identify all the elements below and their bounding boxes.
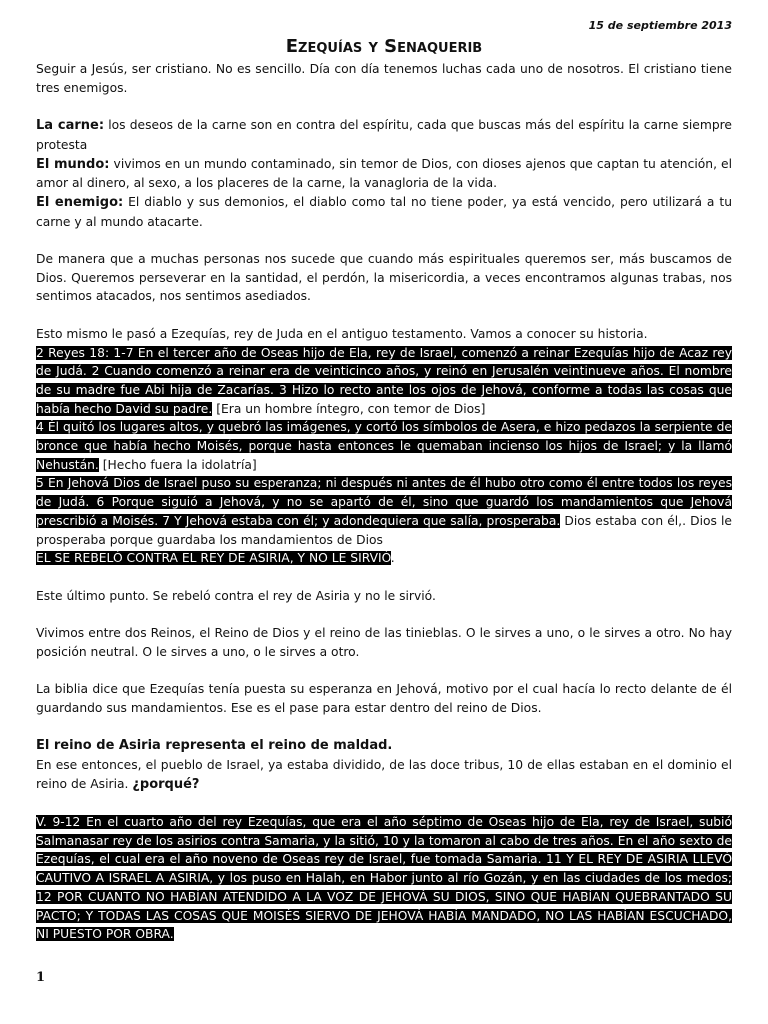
enemy-devil bbox=[36, 193, 732, 231]
enemy-world-text: vivimos en un mundo contaminado, sin temor de Dios, con dioses ajenos que captan tu atención, el amor al dinero, al sexo, a los placeres de la carne, la vanagloria de la vida. bbox=[36, 156, 733, 191]
history-intro: Esto mismo le pasó a Ezequías, rey de Juda en el antiguo testamento. Vamos a conocer su historia. bbox=[36, 326, 648, 341]
page-number: 1 bbox=[36, 970, 46, 985]
verse-block-4 bbox=[36, 418, 732, 474]
asiria-heading bbox=[36, 736, 732, 756]
verse-block-1 bbox=[36, 344, 732, 419]
verse-1-3-highlight: 2 Reyes 18: 1-7 En el tercer año de Oseas hijo de Ela, rey de Israel, comenzó a reinar Ezequías hijo de Acaz rey de Judá. 2 Cuando comenzó a reinar era de veinticinco años, y reinó en Jerusalén veintinueve años. El nombre de su madre fue Abi hija de Zacarías. 3 Hizo lo recto ante los ojos de Jehová, conforme a todas las cosas que había hecho David su padre. bbox=[36, 345, 732, 416]
verse-4-note: [Hecho fuera la idolatría] bbox=[98, 457, 257, 472]
document-date: 15 de septiembre 2013 bbox=[588, 19, 732, 32]
document-title: Ezequías y Senaquerib bbox=[285, 36, 483, 57]
verse-block-9-12 bbox=[36, 813, 732, 944]
intro-paragraph: Seguir a Jesús, ser cristiano. No es sencillo. Día con día tenemos luchas cada uno de nosotros. El cristiano tiene tres enemigos. bbox=[36, 62, 732, 95]
asiria-paragraph bbox=[36, 756, 732, 794]
rebel-highlight: EL SE REBELÓ CONTRA EL REY DE ASIRIA, Y NO LE SIRVIÓ bbox=[36, 551, 391, 566]
enemy-devil-label: El enemigo: bbox=[36, 194, 124, 210]
verse-5-7-note: Dios estaba con él,. Dios le prosperaba porque guardaba los mandamientos de Dios bbox=[36, 513, 732, 547]
rebel-end: . bbox=[390, 551, 395, 566]
verse-1-3-note: [Era un hombre íntegro, con temor de Dios] bbox=[212, 401, 486, 416]
enemy-flesh-text: los deseos de la carne son en contra del espíritu, cada que buscas más del espíritu la carne siempre protesta bbox=[36, 118, 732, 152]
asiria-text: En ese entonces, el pueblo de Israel, ya estaba dividido, de las doce tribus, 10 de ellas estaban en el dominio el reino de Asiria. bbox=[36, 757, 732, 791]
two-kingdoms-paragraph: Vivimos entre dos Reinos, el Reino de Dios y el reino de las tinieblas. O le sirves a uno, o le sirves a otro. No hay posición neutral. O le sirves a uno, o le sirves a otro. bbox=[36, 626, 732, 659]
verse-4-highlight: 4 Él quitó los lugares altos, y quebró las imágenes, y cortó los símbolos de Asera, e hizo pedazos la serpiente de bronce que había hecho Moisés, porque hasta entonces le quemaban incienso los hijos de Israel; y la llamó Nehustán. bbox=[36, 420, 732, 472]
enemy-world bbox=[36, 155, 732, 193]
spiritual-paragraph: De manera que a muchas personas nos sucede que cuando más espirituales queremos ser, más buscamos de Dios. Queremos perseverar en la santidad, el perdón, la misericordia, a veces encontramos algunas trabas, nos sentimos atacados, nos sentimos asediados. bbox=[36, 252, 732, 304]
enemy-flesh-label: La carne: bbox=[36, 118, 105, 134]
last-point-paragraph: Este último punto. Se rebeló contra el rey de Asiria y no le sirvió. bbox=[36, 588, 436, 603]
verse-9-12-highlight: V. 9-12 En el cuarto año del rey Ezequías, que era el año séptimo de Oseas hijo de Ela, rey de Israel, subió Salmanasar rey de los asirios contra Samaria, y la sitió, 10 y la tomaron al cabo de tres años. En el año sexto de Ezequías, el cual era el año noveno de Oseas rey de Israel, fue tomada Samaria. 11 Y EL REY DE ASIRIA LLEVÓ CAUTIVO A ISRAEL A ASIRIA, y los puso en Halah, en Habor junto al río Gozán, y en las ciudades de los medos; 12 POR CUANTO NO HABÍAN ATENDIDO A LA VOZ DE JEHOVÁ SU DIOS, SINO QUE HABÍAN QUEBRANTADO SU PACTO; Y TODAS LAS COSAS QUE MOISÉS SIERVO DE JEHOVÁ HABÍA MANDADO, NO LAS HABÍAN ESCUCHADO, NI PUESTO POR OBRA. bbox=[36, 815, 732, 942]
rebel-line bbox=[36, 549, 732, 568]
document-page bbox=[36, 14, 732, 944]
enemy-flesh bbox=[36, 116, 732, 154]
asiria-question: ¿porqué? bbox=[132, 776, 200, 792]
enemy-devil-text: El diablo y sus demonios, el diablo como tal no tiene poder, ya está vencido, pero utilizará a tu carne y al mundo atacarte. bbox=[36, 194, 732, 229]
verse-5-7-highlight: 5 En Jehová Dios de Israel puso su esperanza; ni después ni antes de él hubo otro como él entre todos los reyes de Judá. 6 Porque siguió a Jehová, y no se apartó de él, sino que guardó los mandamientos que Jehová prescribió a Moisés. 7 Y Jehová estaba con él; y adondequiera que salía, prosperaba. bbox=[36, 476, 732, 528]
bible-says-paragraph: La biblia dice que Ezequías tenía puesta su esperanza en Jehová, motivo por el cual hacía lo recto delante de él guardando sus mandamientos. Ese es el pase para estar dentro del reino de Dios. bbox=[36, 682, 732, 715]
enemy-world-label: El mundo: bbox=[36, 156, 110, 172]
asiria-heading-text: El reino de Asiria representa el reino de maldad. bbox=[36, 738, 393, 754]
verse-block-5 bbox=[36, 474, 732, 549]
